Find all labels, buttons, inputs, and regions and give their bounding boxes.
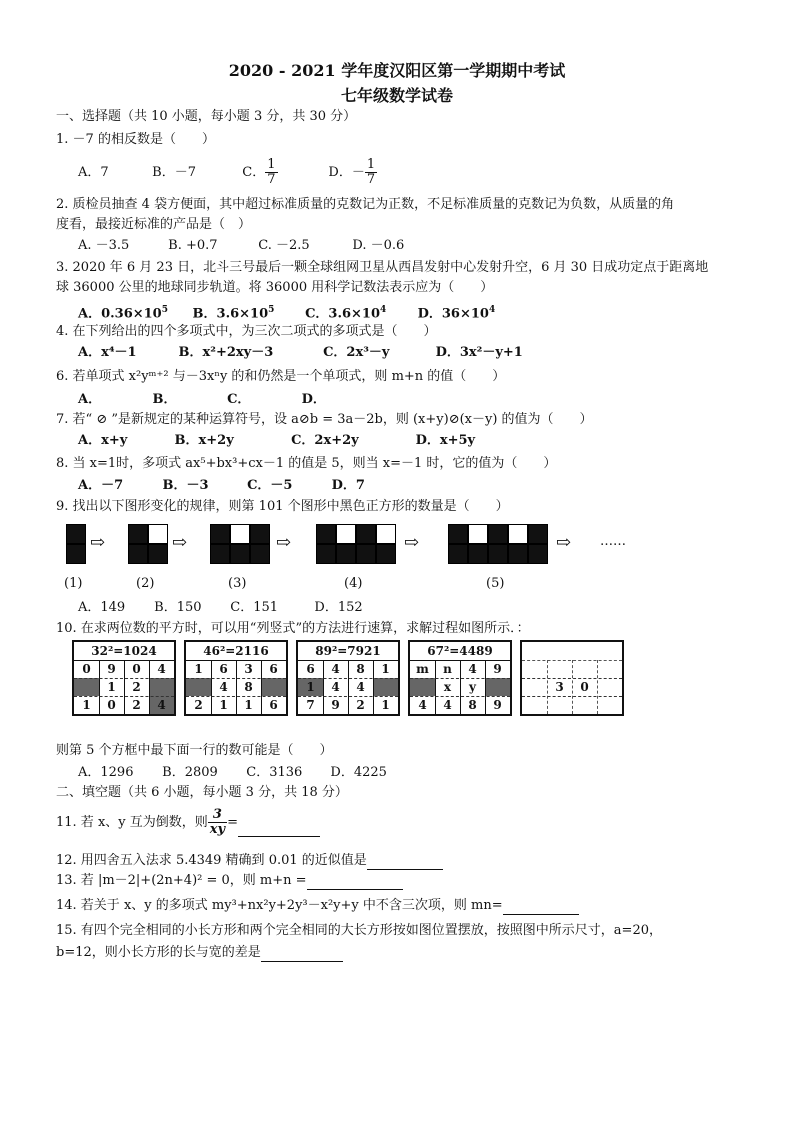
option-b: B．－7	[152, 165, 196, 180]
calc-grid-cell: 2	[132, 698, 141, 712]
option-b: B．150	[154, 600, 202, 615]
question-4-options	[78, 344, 523, 362]
calc-grid-cell: 7	[306, 698, 315, 712]
grid-line	[124, 660, 125, 714]
black-square	[376, 544, 396, 564]
figure-label: (1)	[64, 576, 83, 591]
answer-blank[interactable]	[238, 836, 320, 837]
calc-grid-cell: 2	[194, 698, 203, 712]
black-square	[356, 544, 376, 564]
grid-line	[348, 660, 349, 714]
question-3-options	[78, 301, 495, 323]
calc-grid-cell	[547, 660, 572, 678]
grid-line	[522, 678, 622, 680]
grid-line	[74, 696, 174, 698]
option-a: A．	[78, 392, 102, 407]
black-square	[210, 524, 230, 544]
calc-grid-cell: 0	[82, 662, 91, 676]
calc-grid-cell	[522, 660, 547, 678]
calc-grid-cell: 1	[298, 678, 323, 696]
calc-grid	[408, 640, 512, 716]
white-square	[336, 524, 356, 544]
calc-grid-cell: y	[469, 680, 476, 694]
option-a: A. －3.5	[78, 238, 130, 253]
calc-grid-cell: 9	[493, 662, 502, 676]
calc-grid-cell: n	[443, 662, 452, 676]
option-b: B．－3	[162, 478, 209, 493]
calc-grid-cell: 1	[244, 698, 253, 712]
question-15-line1: 15. 有四个完全相同的小长方形和两个完全相同的大长方形按如图位置摆放，按照图中所示尺寸，a=20，	[56, 923, 662, 938]
black-square	[128, 544, 148, 564]
section-fill-heading: 二、填空题（共 6 小题，每小题 3 分，共 18 分）	[56, 785, 348, 800]
option-b: B．$3.6\times 10^5$	[192, 305, 275, 322]
calc-grid-cell	[597, 678, 622, 696]
white-square	[230, 524, 250, 544]
black-square	[508, 544, 528, 564]
grid-line	[99, 660, 100, 714]
option-c: C．$3.6\times 10^4$	[305, 305, 387, 322]
black-square	[66, 544, 86, 564]
option-c: C． $\frac{1}{7}$	[242, 157, 276, 187]
figure-label: (5)	[486, 576, 505, 591]
grid-line	[211, 660, 212, 714]
grid-line	[261, 660, 262, 714]
answer-blank[interactable]	[261, 961, 343, 962]
calc-grid-cell: 9	[493, 698, 502, 712]
exam-subtitle: 七年级数学试卷	[340, 86, 453, 105]
calc-grid-cell: 6	[269, 698, 278, 712]
grid-line	[522, 696, 622, 698]
calc-grid-header: 46²=2116	[186, 642, 286, 661]
grid-line	[572, 660, 574, 714]
option-a: A．7	[78, 165, 109, 180]
calc-grid	[520, 640, 624, 716]
calc-grid-cell: 4	[331, 680, 340, 694]
pattern-figure	[62, 518, 662, 596]
calc-grid-cell: 3	[244, 662, 253, 676]
black-square	[448, 544, 468, 564]
figure-label: (2)	[136, 576, 155, 591]
calc-grid-cell: 0	[580, 680, 589, 694]
option-a: A．x+y	[78, 433, 128, 448]
question-15-line2: b=12，则小长方形的长与宽的差是	[56, 944, 343, 962]
black-square	[250, 544, 270, 564]
answer-blank[interactable]	[503, 914, 579, 915]
question-2-line1: 2. 质检员抽查 4 袋方便面，其中超过标准质量的克数记为正数，不足标准质量的克数记为负数，从质量的角	[56, 197, 675, 212]
black-square	[148, 544, 168, 564]
arrow-icon: ⇨	[276, 532, 292, 553]
calc-grid-cell	[547, 696, 572, 714]
calc-grid-cell	[597, 660, 622, 678]
calc-grid-cell	[572, 696, 597, 714]
calc-grid-cell: 4	[443, 698, 452, 712]
grid-line	[298, 696, 398, 698]
calc-grid-cell: 1	[381, 698, 390, 712]
option-b: B. +0.7	[168, 238, 218, 253]
option-d: D．152	[314, 600, 363, 615]
white-square	[508, 524, 528, 544]
calc-grid-cell: 4	[157, 662, 166, 676]
arrow-icon: ⇨	[556, 532, 572, 553]
option-a: A．$0.36\times 10^5$	[78, 305, 168, 322]
question-2-line2: 度看，最接近标准的产品是（ ）	[56, 217, 252, 232]
grid-line	[323, 660, 324, 714]
calc-grid-cell: 6	[306, 662, 315, 676]
calc-grid-cell: 1	[107, 680, 116, 694]
calc-grid-header: 67²=4489	[410, 642, 510, 661]
black-square	[488, 524, 508, 544]
white-square	[376, 524, 396, 544]
calc-grid-cell	[522, 696, 547, 714]
question-1-stem: 1. －7 的相反数是（ ）	[56, 132, 215, 147]
black-square	[488, 544, 508, 564]
black-square	[356, 524, 376, 544]
black-square	[316, 544, 336, 564]
calc-grid	[296, 640, 400, 716]
calc-grid-cell: 4	[418, 698, 427, 712]
question-2-options	[78, 237, 404, 255]
black-square	[528, 544, 548, 564]
calc-grid-cell: 4	[149, 696, 174, 714]
question-8-stem: 8. 当 x=1时，多项式 ax⁵+bx³+cx－1 的值是 5，则当 x=－1 时，它的值为（ ）	[56, 456, 557, 471]
calc-grid-cell: 0	[132, 662, 141, 676]
black-square	[128, 524, 148, 544]
calc-grid-cell: 4	[356, 680, 365, 694]
option-c: C．－5	[247, 478, 293, 493]
arrow-icon: ⇨	[90, 532, 106, 553]
calc-grid-cell: x	[443, 680, 452, 694]
calc-grid	[184, 640, 288, 716]
black-square	[210, 544, 230, 564]
grid-line	[410, 678, 510, 680]
option-b: B．x+2y	[174, 433, 234, 448]
calc-grid-cell: 1	[219, 698, 228, 712]
grid-line	[74, 678, 174, 680]
grid-line	[149, 660, 150, 714]
calc-grid-cell: 2	[356, 698, 365, 712]
calc-grid-header: 89²=7921	[298, 642, 398, 661]
calc-grid-cell	[410, 678, 435, 696]
white-square	[148, 524, 168, 544]
calc-grid-cell: 3	[555, 680, 564, 694]
option-c: C．3136	[246, 765, 303, 780]
calc-grid-cell: 4	[219, 680, 228, 694]
calc-grid-cell	[186, 678, 211, 696]
question-10-line2: 则第 5 个方框中最下面一行的数可能是（ ）	[56, 743, 333, 758]
ellipsis: ……	[600, 534, 626, 549]
option-c: C．	[227, 392, 251, 407]
calc-grid-cell: 9	[107, 662, 116, 676]
question-14: 14. 若关于 x、y 的多项式 my³+nx²y+2y³－x²y+y 中不含三次项，则 mn=	[56, 897, 579, 915]
figure-label: (3)	[228, 576, 247, 591]
option-a: A．－7	[78, 478, 124, 493]
question-9-options	[78, 599, 363, 617]
question-12: 12. 用四舍五入法求 5.4349 精确到 0.01 的近似值是	[56, 852, 443, 870]
question-7-stem: 7. 若“ ⊘ ”是新规定的某种运算符号，设 a⊘b = 3a－2b，则 (x+y)⊘(x－y) 的值为（ ）	[56, 412, 593, 427]
grid-line	[435, 660, 436, 714]
option-c: C．151	[230, 600, 279, 615]
white-square	[468, 524, 488, 544]
question-6-options	[78, 391, 326, 409]
section-choice-heading: 一、选择题（共 10 小题，每小题 3 分，共 30 分）	[56, 109, 357, 124]
question-7-options	[78, 432, 475, 450]
option-d: D. －0.6	[352, 238, 405, 253]
fraction: $\frac{3}{xy}$	[209, 807, 226, 837]
grid-line	[236, 660, 237, 714]
figure-label: (4)	[344, 576, 363, 591]
grid-line	[298, 678, 398, 680]
calc-grid-header: 32²=1024	[74, 642, 174, 661]
calc-grid-cell	[373, 678, 398, 696]
option-c: C．2x³－y	[323, 345, 390, 360]
black-square	[66, 524, 86, 544]
calc-grid	[72, 640, 176, 716]
option-c: C. －2.5	[258, 238, 310, 253]
calc-grid-cell: 6	[269, 662, 278, 676]
calc-grid-cell: 1	[194, 662, 203, 676]
grid-line	[460, 660, 461, 714]
calc-grid-cell: 8	[244, 680, 253, 694]
black-square	[230, 544, 250, 564]
calc-grid-cell	[597, 696, 622, 714]
option-d: D．－ $\frac{1}{7}$	[328, 157, 376, 187]
question-8-options	[78, 477, 365, 495]
question-1-options	[78, 158, 377, 187]
option-d: D．3x²－y+1	[435, 345, 523, 360]
black-square	[316, 524, 336, 544]
grid-line	[597, 660, 599, 714]
calc-grid-cell	[522, 678, 547, 696]
exam-title: 2020 - 2021 学年度汉阳区第一学期期中考试	[228, 61, 566, 80]
answer-blank[interactable]	[367, 869, 443, 870]
black-square	[468, 544, 488, 564]
option-b: B．	[152, 392, 177, 407]
question-6-stem: 6. 若单项式 x²yᵐ⁺² 与－3xⁿy 的和仍然是一个单项式，则 m+n 的值（ ）	[56, 369, 506, 384]
calc-grid-cell: 6	[219, 662, 228, 676]
question-10-options	[78, 764, 387, 782]
option-d: D．	[301, 392, 326, 407]
question-10-stem: 10. 在求两位数的平方时，可以用“列竖式”的方法进行速算，求解过程如图所示．：	[56, 621, 530, 636]
option-c: C．2x+2y	[291, 433, 359, 448]
calc-grid-cell	[149, 678, 174, 696]
grid-line	[485, 660, 486, 714]
calc-grid-cell: 2	[132, 680, 141, 694]
grid-line	[373, 660, 374, 714]
option-b: B．2809	[162, 765, 218, 780]
option-b: B．x²+2xy－3	[178, 345, 274, 360]
question-4-stem: 4. 在下列给出的四个多项式中，为三次二项式的多项式是（ ）	[56, 324, 437, 339]
grid-line	[186, 678, 286, 680]
calc-grid-cell	[74, 678, 99, 696]
fraction: $\frac{1}{7}$	[366, 157, 376, 187]
option-a: A．x⁴－1	[78, 345, 137, 360]
question-3-line1: 3. 2020 年 6 月 23 日，北斗三号最后一颗全球组网卫星从西昌发射中心发射升空，6 月 30 日成功定点于距离地	[56, 260, 709, 275]
calc-grid-cell: 9	[331, 698, 340, 712]
arrow-icon: ⇨	[172, 532, 188, 553]
option-a: A．1296	[78, 765, 134, 780]
option-d: D．$36\times 10^4$	[417, 305, 496, 322]
calc-grid-cell: 4	[331, 662, 340, 676]
black-square	[528, 524, 548, 544]
question-9-stem: 9. 找出以下图形变化的规律，则第 101 个图形中黑色正方形的数量是（ ）	[56, 499, 509, 514]
calc-grid-cell: 0	[107, 698, 116, 712]
calc-grid-cell: 1	[82, 698, 91, 712]
option-a: A．149	[78, 600, 126, 615]
calc-grid-cell	[261, 678, 286, 696]
calc-grid-cell: 1	[381, 662, 390, 676]
fraction: $\frac{1}{7}$	[267, 157, 276, 187]
calc-grid-cell: 4	[468, 662, 477, 676]
question-3-line2: 球 36000 公里的地球同步轨道。将 36000 用科学记数法表示应为（ ）	[56, 280, 494, 295]
black-square	[336, 544, 356, 564]
calc-grid-header	[522, 642, 622, 661]
option-d: D．x+5y	[415, 433, 476, 448]
question-13: 13. 若 |m－2|+(2n+4)² = 0，则 m+n =	[56, 872, 403, 890]
option-d: D．4225	[330, 765, 387, 780]
answer-blank[interactable]	[307, 889, 403, 890]
black-square	[448, 524, 468, 544]
option-d: D．7	[331, 478, 365, 493]
calc-grid-cell: 8	[356, 662, 365, 676]
calc-grid-cell	[485, 678, 510, 696]
calc-grid-cell: 8	[468, 698, 477, 712]
question-11: 11. 若 x、y 互为倒数，则 $\frac{3}{xy}$ =	[56, 808, 320, 837]
calc-grid-cell: m	[416, 662, 429, 676]
black-square	[250, 524, 270, 544]
arrow-icon: ⇨	[404, 532, 420, 553]
grid-line	[410, 696, 510, 698]
calc-grid-cell	[572, 660, 597, 678]
grid-line	[186, 696, 286, 698]
grid-line	[547, 660, 549, 714]
